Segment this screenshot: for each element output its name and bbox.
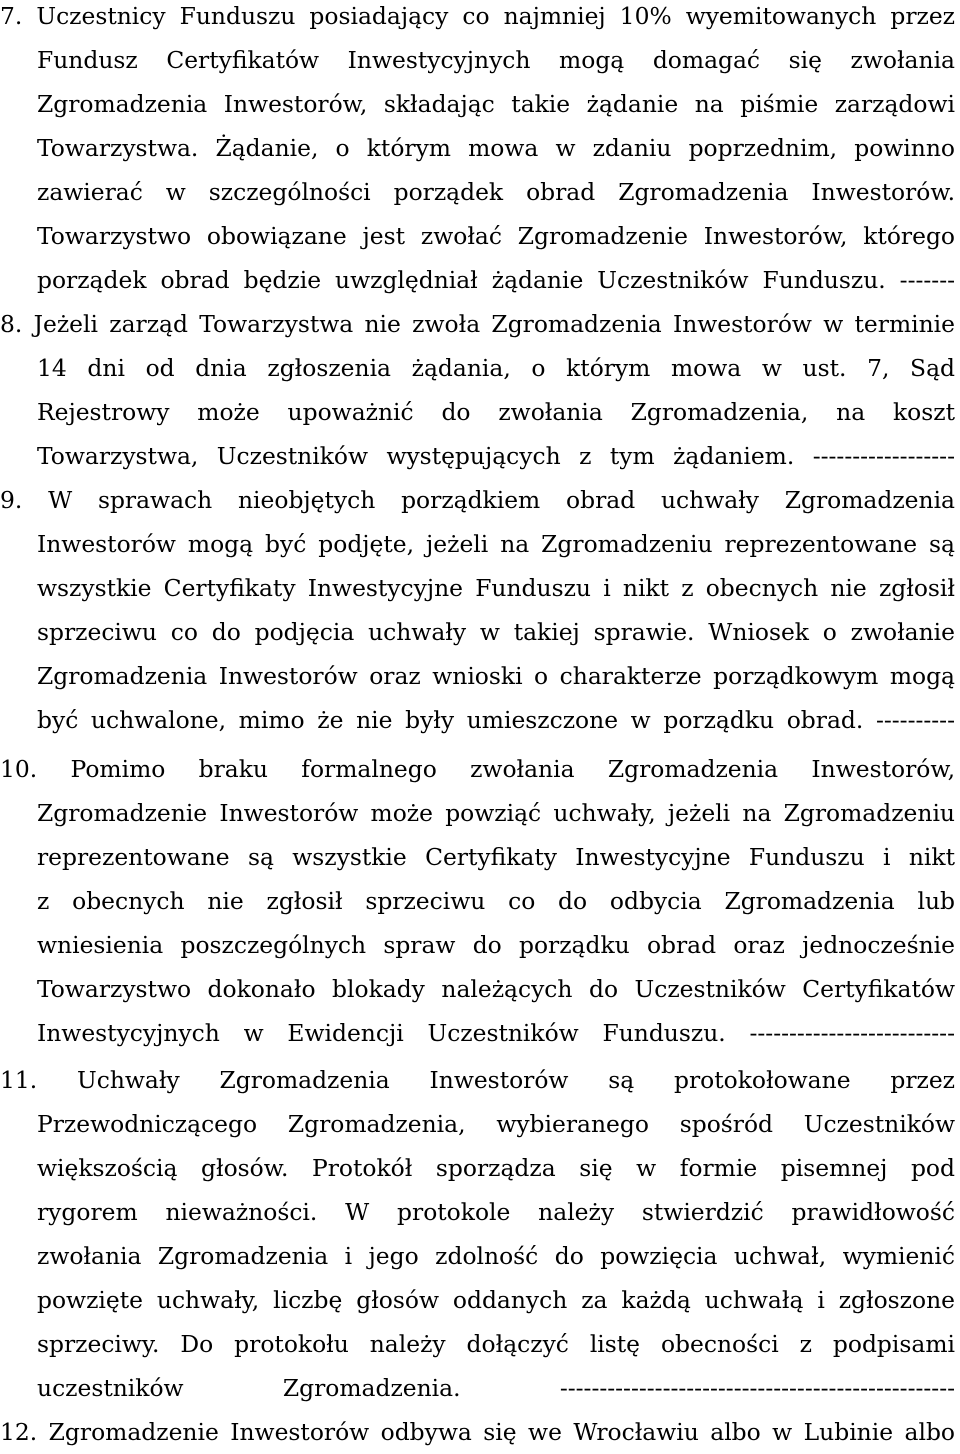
- paragraph-9-line-5: Zgromadzenia Inwestorów oraz wnioski o charakterze porządkowym mogą: [37, 662, 955, 690]
- paragraph-8-line-2: 14 dni od dnia zgłoszenia żądania, o którym mowa w ust. 7, Sąd: [37, 354, 955, 382]
- paragraph-12-line-1: 12. Zgromadzenie Inwestorów odbywa się we Wrocławiu albo w Lubinie albo: [0, 1410, 955, 1454]
- paragraph-8-number: 8.: [0, 310, 23, 338]
- paragraph-7-line-5: zawierać w szczególności porządek obrad Zgromadzenia Inwestorów.: [37, 178, 955, 206]
- paragraph-9-line-4: sprzeciwu co do podjęcia uchwały w takiej sprawie. Wniosek o zwołanie: [37, 618, 955, 646]
- paragraph-9-line-1: 9. W sprawach nieobjętych porządkiem obrad uchwały Zgromadzenia: [0, 478, 955, 522]
- paragraph-11-line-6: powzięte uchwały, liczbę głosów oddanych za każdą uchwałą i zgłoszone: [37, 1286, 955, 1314]
- paragraph-10-line-1: 10. Pomimo braku formalnego zwołania Zgromadzenia Inwestorów,: [0, 747, 955, 791]
- paragraph-8-line-4: Towarzystwa, Uczestników występujących z tym żądaniem. ------------------: [37, 442, 955, 470]
- paragraph-12-number: 12.: [0, 1418, 38, 1446]
- paragraph-7-line-6: Towarzystwo obowiązane jest zwołać Zgromadzenie Inwestorów, którego: [37, 222, 955, 250]
- paragraph-7-line-1: 7. Uczestnicy Funduszu posiadający co najmniej 10% wyemitowanych przez: [0, 0, 955, 38]
- paragraph-7-line-7: porządek obrad będzie uwzględniał żądanie Uczestników Funduszu. -------: [37, 266, 955, 294]
- paragraph-10-line-3: reprezentowane są wszystkie Certyfikaty Inwestycyjne Funduszu i nikt: [37, 843, 955, 871]
- paragraph-11-line-4: rygorem nieważności. W protokole należy stwierdzić prawidłowość: [37, 1198, 955, 1226]
- paragraph-8-line-3: Rejestrowy może upoważnić do zwołania Zgromadzenia, na koszt: [37, 398, 955, 426]
- paragraph-7-line-4: Towarzystwa. Żądanie, o którym mowa w zdaniu poprzednim, powinno: [37, 134, 955, 162]
- paragraph-11-line-7: sprzeciwy. Do protokołu należy dołączyć listę obecności z podpisami: [37, 1330, 955, 1358]
- paragraph-10-line-5: wniesienia poszczególnych spraw do porządku obrad oraz jednocześnie: [37, 931, 955, 959]
- paragraph-11-line-1: 11. Uchwały Zgromadzenia Inwestorów są protokołowane przez: [0, 1058, 955, 1102]
- paragraph-11-line-2: Przewodniczącego Zgromadzenia, wybieranego spośród Uczestników: [37, 1110, 955, 1138]
- paragraph-7-line-2: Fundusz Certyfikatów Inwestycyjnych mogą domagać się zwołania: [37, 46, 955, 74]
- paragraph-10-number: 10.: [0, 755, 38, 783]
- paragraph-9-number: 9.: [0, 486, 23, 514]
- paragraph-11-line-5: zwołania Zgromadzenia i jego zdolność do powzięcia uchwał, wymienić: [37, 1242, 955, 1270]
- paragraph-10-line-6: Towarzystwo dokonało blokady należących do Uczestników Certyfikatów: [37, 975, 955, 1003]
- paragraph-9-line-6: być uchwalone, mimo że nie były umieszczone w porządku obrad. ----------: [37, 706, 955, 734]
- paragraph-10-line-2: Zgromadzenie Inwestorów może powziąć uchwały, jeżeli na Zgromadzeniu: [37, 799, 955, 827]
- paragraph-7-line-3: Zgromadzenia Inwestorów, składając takie żądanie na piśmie zarządowi: [37, 90, 955, 118]
- paragraph-10-line-4: z obecnych nie zgłosił sprzeciwu co do odbycia Zgromadzenia lub: [37, 887, 955, 915]
- paragraph-11-number: 11.: [0, 1066, 38, 1094]
- paragraph-9-line-3: wszystkie Certyfikaty Inwestycyjne Funduszu i nikt z obecnych nie zgłosił: [37, 574, 955, 602]
- paragraph-8-line-1: 8. Jeżeli zarząd Towarzystwa nie zwoła Zgromadzenia Inwestorów w terminie: [0, 302, 955, 346]
- paragraph-11-line-8: uczestników Zgromadzenia. --------------------------------------------------: [37, 1374, 955, 1402]
- paragraph-9-line-2: Inwestorów mogą być podjęte, jeżeli na Zgromadzeniu reprezentowane są: [37, 530, 955, 558]
- paragraph-7-number: 7.: [0, 2, 23, 30]
- paragraph-10-line-7: Inwestycyjnych w Ewidencji Uczestników Funduszu. --------------------------: [37, 1019, 955, 1047]
- paragraph-11-line-3: większością głosów. Protokół sporządza się w formie pisemnej pod: [37, 1154, 955, 1182]
